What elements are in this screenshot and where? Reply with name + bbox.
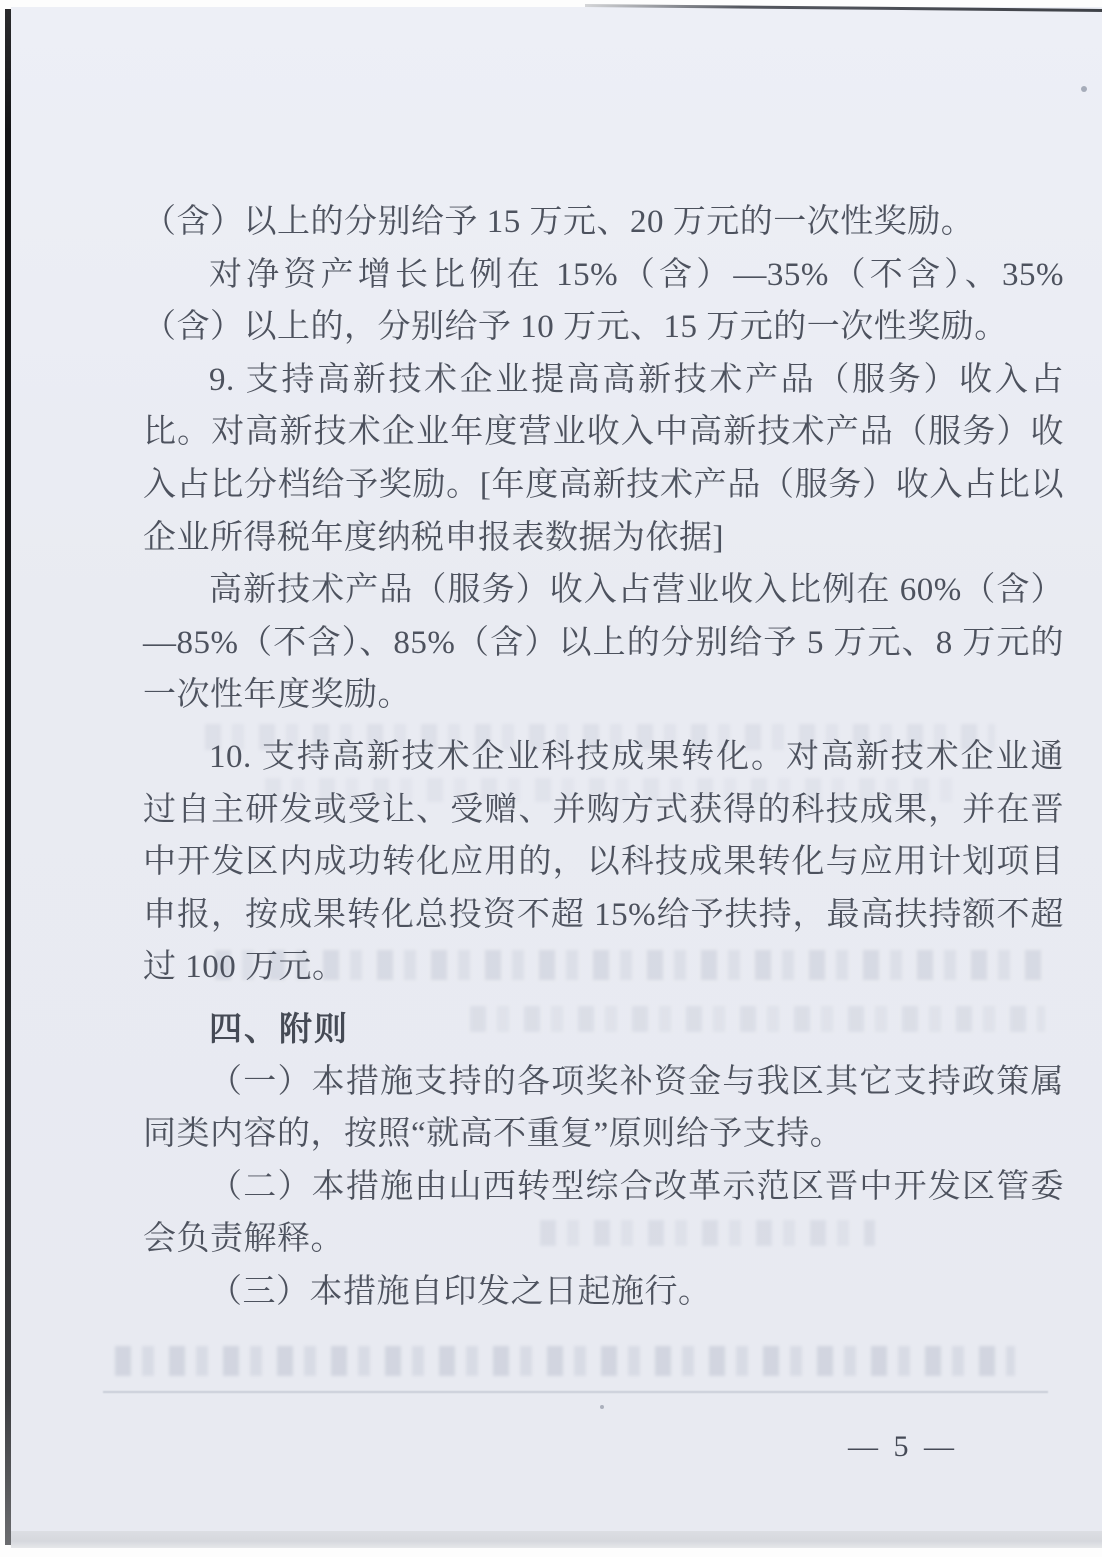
page-number: — 5 —	[848, 1430, 958, 1463]
paragraph: （一）本措施支持的各项奖补资金与我区其它支持政策属同类内容的，按照“就高不重复”原则给予支持。	[143, 1063, 1064, 1153]
section-heading: 四、附则	[209, 1009, 349, 1047]
bleedthrough-rule	[103, 1391, 1048, 1393]
scan-edge-bottom	[11, 1531, 1102, 1548]
scan-speck	[600, 1405, 604, 1409]
paragraph: 高新技术产品（服务）收入占营业收入比例在 60%（含）—85%（不含）、85%（含）以上的分别给予 5 万元、8 万元的一次性年度奖励。	[143, 572, 1064, 714]
scan-speck	[1081, 86, 1087, 92]
document-body	[143, 196, 1064, 1318]
bleedthrough-smudge	[115, 1346, 1015, 1376]
paragraph: 9. 支持高新技术企业提高高新技术产品（服务）收入占比。对高新技术企业年度营业收入中高新技术产品（服务）收入占比分档给予奖励。[年度高新技术产品（服务）收入占比以企业所得税年度纳税申报表数据为依据]	[143, 361, 1064, 556]
paragraph: 对净资产增长比例在 15%（含）—35%（不含）、35%（含）以上的，分别给予 10 万元、15 万元的一次性奖励。	[143, 256, 1064, 346]
scan-edge-left	[5, 9, 11, 1545]
paragraph: 10. 支持高新技术企业科技成果转化。对高新技术企业通过自主研发或受让、受赠、并购方式获得的科技成果，并在晋中开发区内成功转化应用的，以科技成果转化与应用计划项目申报，按成果转化总投资不超 15%给予扶持，最高扶持额不超过 100 万元。	[143, 738, 1064, 986]
paragraph: （三）本措施自印发之日起施行。	[209, 1273, 712, 1310]
paragraph: （二）本措施由山西转型综合改革示范区晋中开发区管委会负责解释。	[143, 1168, 1064, 1258]
paragraph: （含）以上的分别给予 15 万元、20 万元的一次性奖励。	[143, 204, 975, 240]
